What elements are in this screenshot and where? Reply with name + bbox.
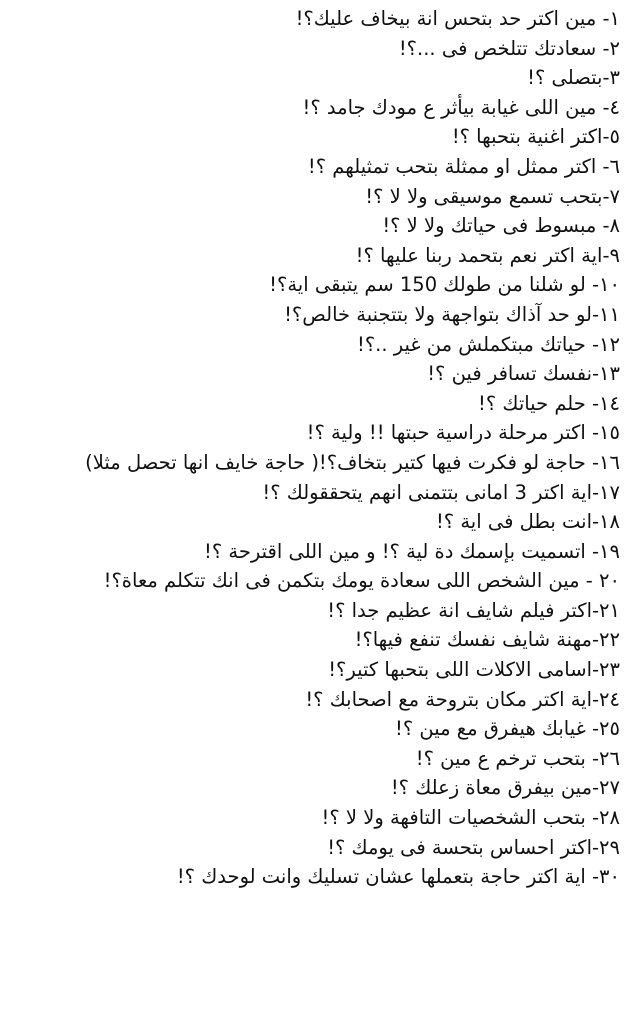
question-20: ٢٠ - مين الشخص اللى سعادة يومك بتكمن فى انك تتكلم معاة؟! bbox=[103, 569, 620, 593]
question-1: ١- مين اكتر حد بتحس انة بيخاف عليك؟! bbox=[295, 7, 620, 30]
question-3: ٣-بتصلى ؟! bbox=[527, 66, 620, 90]
question-25: ٢٥- غيابك هيفرق مع مين ؟! bbox=[395, 717, 620, 741]
question-7: ٧-بتحب تسمع موسيقى ولا لا ؟! bbox=[365, 184, 620, 208]
question-12: ١٢- حياتك مبتكملش من غير ..؟! bbox=[357, 332, 620, 356]
question-18: ١٨-انت بطل فى اية ؟! bbox=[435, 510, 620, 534]
question-15: ١٥- اكتر مرحلة دراسية حبتها !! ولية ؟! bbox=[306, 421, 620, 445]
question-8: ٨- مبسوط فى حياتك ولا لا ؟! bbox=[382, 214, 620, 238]
question-10: ١٠- لو شلنا من طولك 150 سم يتبقى اية؟! bbox=[269, 273, 620, 297]
question-list bbox=[60, 4, 620, 892]
question-26: ٢٦- بتحب ترخم ع مين ؟! bbox=[415, 746, 620, 770]
question-17: ١٧-اية اكتر 3 امانى بتتمنى انهم يتحققولك ؟! bbox=[262, 480, 620, 504]
question-13: ١٣-نفسك تسافر فين ؟! bbox=[427, 362, 620, 386]
question-9: ٩-اية اكتر نعم بتحمد ربنا عليها ؟! bbox=[355, 243, 620, 267]
question-27: ٢٧-مين بيفرق معاة زعلك ؟! bbox=[390, 776, 620, 800]
question-11: ١١-لو حد آذاك بتواجهة ولا بتتجنبة خالص؟! bbox=[284, 302, 620, 326]
question-5: ٥-اكتر اغنية بتحبها ؟! bbox=[451, 125, 620, 149]
question-21: ٢١-اكتر فيلم شايف انة عظيم جدا ؟! bbox=[327, 598, 620, 622]
question-30: ٣٠- اية اكتر حاجة بتعملها عشان تسليك وانت لوحدك ؟! bbox=[176, 865, 620, 889]
question-2: ٢- سعادتك تتلخص فى ...؟! bbox=[398, 36, 620, 60]
question-6: ٦- اكتر ممثل او ممثلة بتحب تمثيلهم ؟! bbox=[307, 154, 620, 178]
question-22: ٢٢-مهنة شايف نفسك تنفع فيها؟! bbox=[354, 628, 620, 652]
question-28: ٢٨- بتحب الشخصيات التافهة ولا لا ؟! bbox=[321, 806, 620, 830]
question-4: ٤- مين اللى غيابة بيأثر ع مودك جامد ؟! bbox=[302, 95, 620, 119]
question-19: ١٩- اتسميت بإسمك دة لية ؟! و مين اللى اقترحة ؟! bbox=[204, 539, 620, 563]
question-24: ٢٤-اية اكتر مكان بتروحة مع اصحابك ؟! bbox=[305, 687, 620, 711]
question-14: ١٤- حلم حياتك ؟! bbox=[478, 391, 620, 415]
question-29: ٢٩-اكتر احساس بتحسة فى يومك ؟! bbox=[327, 835, 620, 859]
question-23: ٢٣-اسامى الاكلات اللى بتحبها كتير؟! bbox=[328, 658, 620, 682]
question-16: ١٦- حاجة لو فكرت فيها كتير بتخاف؟!( حاجة خايف انها تحصل مثلا) bbox=[85, 450, 620, 474]
